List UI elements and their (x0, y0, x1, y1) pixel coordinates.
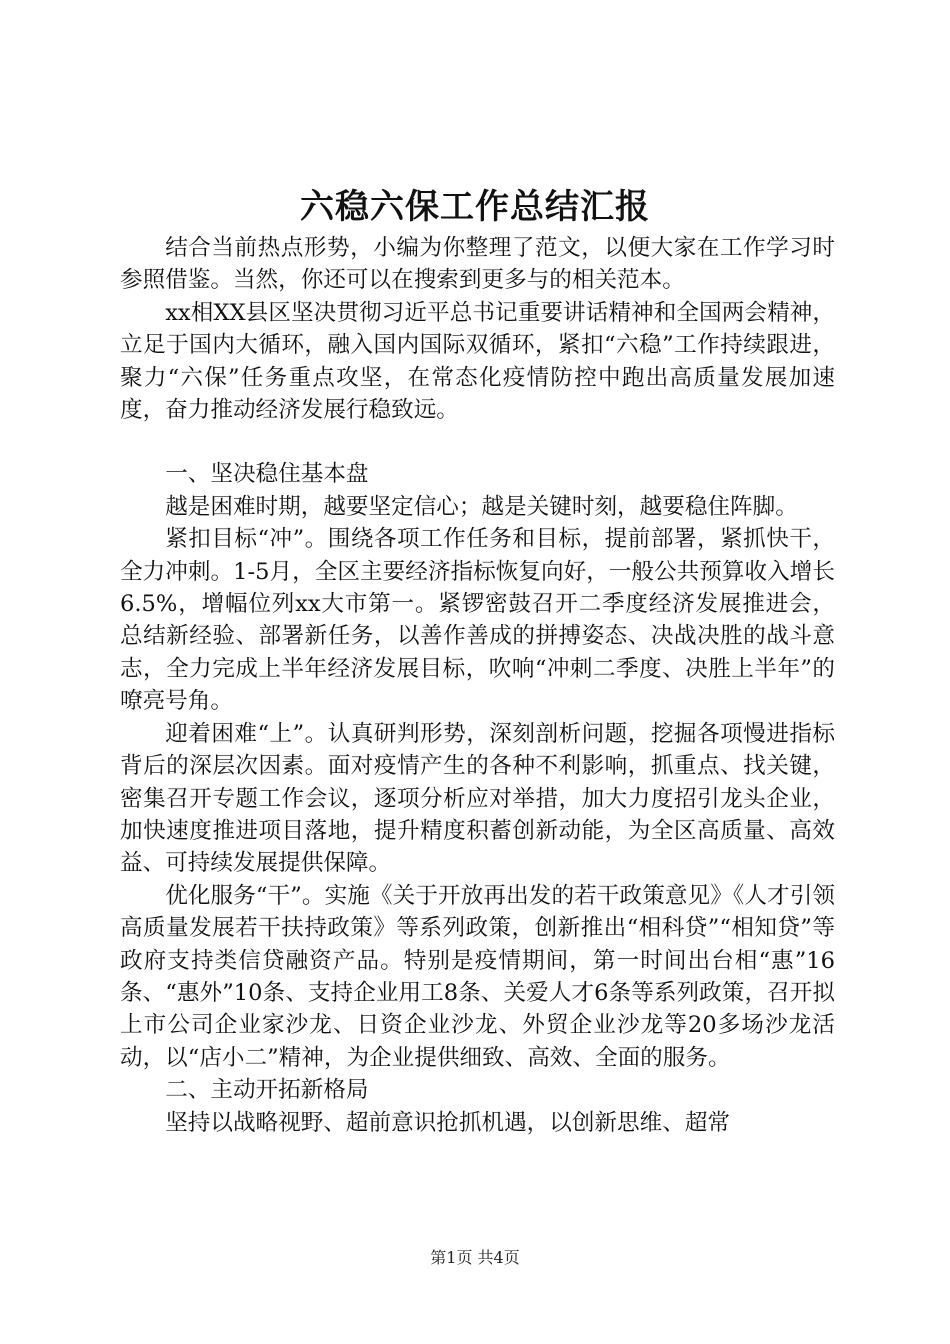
paragraph-overview: xx相XX县区坚决贯彻习近平总书记重要讲话精神和全国两会精神，立足于国内大循环，融入国内国际双循环，紧扣“六稳”工作持续跟进，聚力“六保”任务重点攻坚，在常态化疫情防控中跑出高质量发展加速度，奋力推动经济发展行稳致远。 (120, 299, 835, 424)
section-heading-2: 二、主动开拓新格局 (165, 1077, 369, 1104)
paragraph-section1-1: 越是困难时期，越要坚定信心；越是关键时刻，越要稳住阵脚。 (165, 493, 798, 520)
paragraph-section1-4: 优化服务“干”。实施《关于开放再出发的若干政策意见》《人才引领高质量发展若干扶持政策》等系列政策，创新推出“相科贷”“相知贷”等政府支持类信贷融资产品。特别是疫情期间，第一时间出台相“惠”16条、“惠外”10条、支持企业用工8条、关爱人才6条等系列政策，召开拟上市公司企业家沙龙、日资企业沙龙、外贸企业沙龙等20多场沙龙活动，以“店小二”精神，为企业提供细致、高效、全面的服务。 (120, 882, 835, 1071)
document-title: 六稳六保工作总结汇报 (300, 187, 650, 227)
paragraph-intro: 结合当前热点形势，小编为你整理了范文，以便大家在工作学习时参照借鉴。当然，你还可以在搜索到更多与的相关范本。 (120, 235, 835, 294)
paragraph-gap (120, 426, 835, 458)
document-body (120, 232, 835, 1139)
paragraph-section2-1: 坚持以战略视野、超前意识抢抓机遇，以创新思维、超常 (165, 1109, 731, 1136)
paragraph-section1-2: 紧扣目标“冲”。围绕各项工作任务和目标，提前部署，紧抓快干，全力冲刺。1-5月，全区主要经济指标恢复向好，一般公共预算收入增长6.5%，增幅位列xx大市第一。紧锣密鼓召开二季度经济发展推进会，总结新经验、部署新任务，以善作善成的拼搏姿态、决战决胜的战斗意志，全力完成上半年经济发展目标，吹响“冲刺二季度、决胜上半年”的嘹亮号角。 (120, 526, 835, 715)
page-footer: 第1页 共4页 (430, 1248, 520, 1267)
paragraph-section1-3: 迎着困难“上”。认真研判形势，深刻剖析问题，挖掘各项慢进指标背后的深层次因素。面对疫情产生的各种不利影响，抓重点、找关键，密集召开专题工作会议，逐项分析应对举措，加大力度招引龙头企业，加快速度推进项目落地，提升精度积蓄创新动能，为全区高质量、高效益、可持续发展提供保障。 (120, 720, 835, 877)
section-heading-1: 一、坚决稳住基本盘 (165, 461, 369, 488)
